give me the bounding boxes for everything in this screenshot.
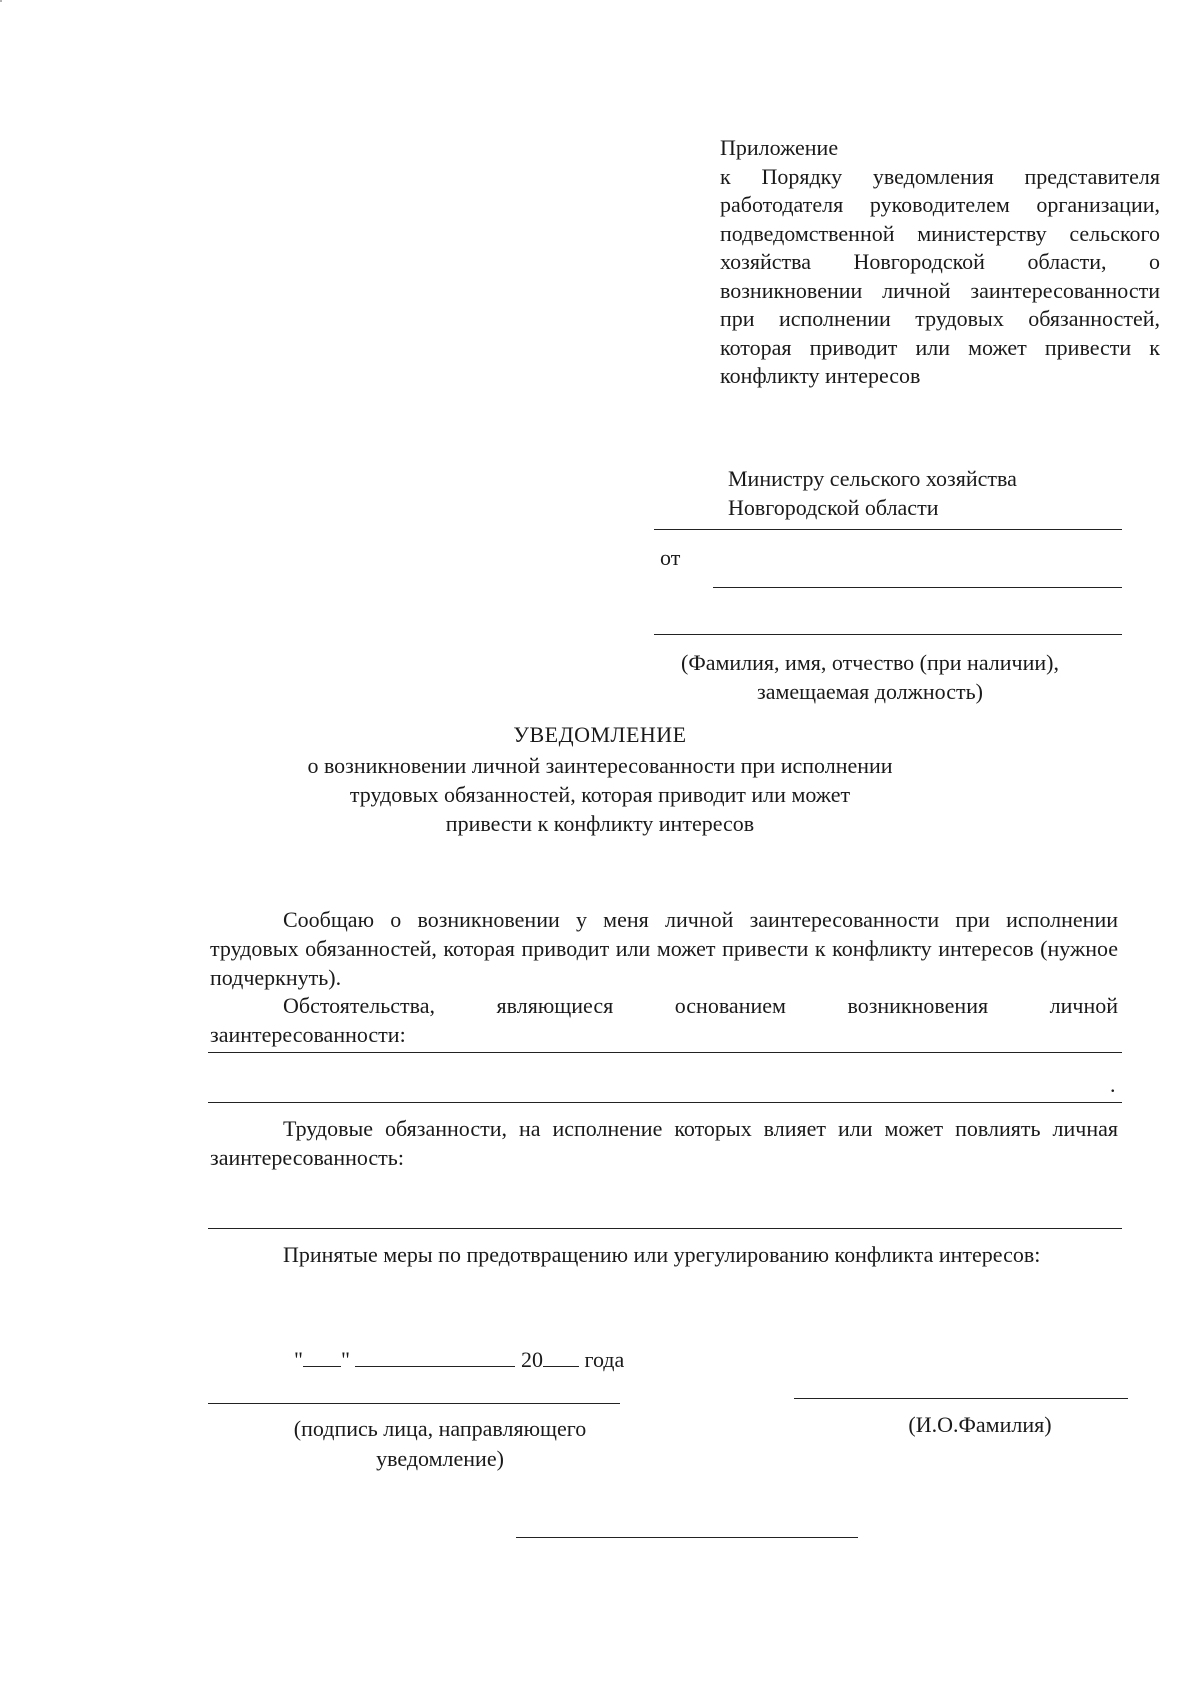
paragraph-measures	[210, 1240, 1118, 1269]
name-line[interactable]	[794, 1398, 1128, 1399]
closing-rule	[516, 1537, 858, 1538]
document-subtitle	[230, 751, 970, 838]
signature-caption-line-2: уведомление)	[376, 1446, 504, 1471]
from-field-line-1[interactable]	[713, 587, 1122, 588]
signature-caption	[270, 1414, 610, 1474]
paragraph-circumstances-line-2	[210, 1020, 1118, 1049]
date-close-quote: "	[340, 1347, 350, 1372]
subtitle-line-1: о возникновении личной заинтересованности при исполнении	[307, 753, 893, 778]
fio-caption-line-2: замещаемая должность)	[757, 679, 983, 704]
signature-caption-line-1: (подпись лица, направляющего	[293, 1416, 587, 1441]
addressee-line-1: Министру сельского хозяйства	[728, 466, 1017, 491]
date-year-prefix: 20	[520, 1347, 543, 1372]
addressee-block	[728, 464, 1017, 522]
duties-text: Трудовые обязанности, на исполнение которых влияет или может повлиять личная заинтересованность:	[210, 1116, 1118, 1170]
addressee-underline	[654, 529, 1122, 530]
circumstances-text-1: Обстоятельства, являющиеся основанием возникновения личной	[283, 993, 1118, 1018]
circumstances-end-dot: .	[1110, 1072, 1116, 1097]
scan-speck	[0, 0, 2, 2]
addressee-line-2: Новгородской области	[728, 495, 939, 520]
date-line	[283, 1318, 624, 1373]
measures-text: Принятые меры по предотвращению или урегулированию конфликта интересов:	[283, 1242, 1041, 1267]
date-open-quote: "	[294, 1347, 303, 1372]
subtitle-line-2: трудовых обязанностей, которая приводит или может	[349, 782, 851, 807]
date-year-suffix: года	[584, 1347, 625, 1372]
date-day-field[interactable]	[303, 1344, 341, 1367]
from-label: от	[660, 545, 681, 570]
fio-caption	[640, 648, 1100, 706]
appendix-block	[720, 134, 1160, 391]
document-title: УВЕДОМЛЕНИЕ	[513, 722, 687, 747]
duties-field-line[interactable]	[208, 1228, 1122, 1229]
appendix-title: Приложение	[720, 135, 839, 160]
appendix-text: к Порядку уведомления представителя работодателя руководителем организации, подведомственной министерству сельского хозяйства Новгородской области, о возникновении личной заинтересованности при исполнении трудовых обязанностей, которая приводит или может привести к конфликту интересов	[720, 163, 1160, 388]
paragraph-report	[210, 905, 1118, 992]
fio-caption-line-1: (Фамилия, имя, отчество (при наличии),	[681, 650, 1059, 675]
from-field-line-2[interactable]	[654, 634, 1122, 635]
paragraph-duties	[210, 1114, 1118, 1172]
circumstances-field-line-2[interactable]	[208, 1102, 1122, 1103]
paragraph-circumstances-line-1	[210, 991, 1118, 1020]
subtitle-line-3: привести к конфликту интересов	[445, 811, 755, 836]
signature-line[interactable]	[208, 1403, 620, 1404]
circumstances-field-line-1[interactable]	[208, 1052, 1122, 1053]
circumstances-text-2: заинтересованности:	[210, 1022, 406, 1047]
name-caption: (И.О.Фамилия)	[908, 1412, 1052, 1437]
paragraph-report-text: Сообщаю о возникновении у меня личной заинтересованности при исполнении трудовых обязанностей, которая приводит или может привести к конфликту интересов (нужное подчеркнуть).	[210, 907, 1118, 990]
date-year-field[interactable]	[543, 1344, 579, 1367]
date-month-field[interactable]	[355, 1344, 515, 1367]
